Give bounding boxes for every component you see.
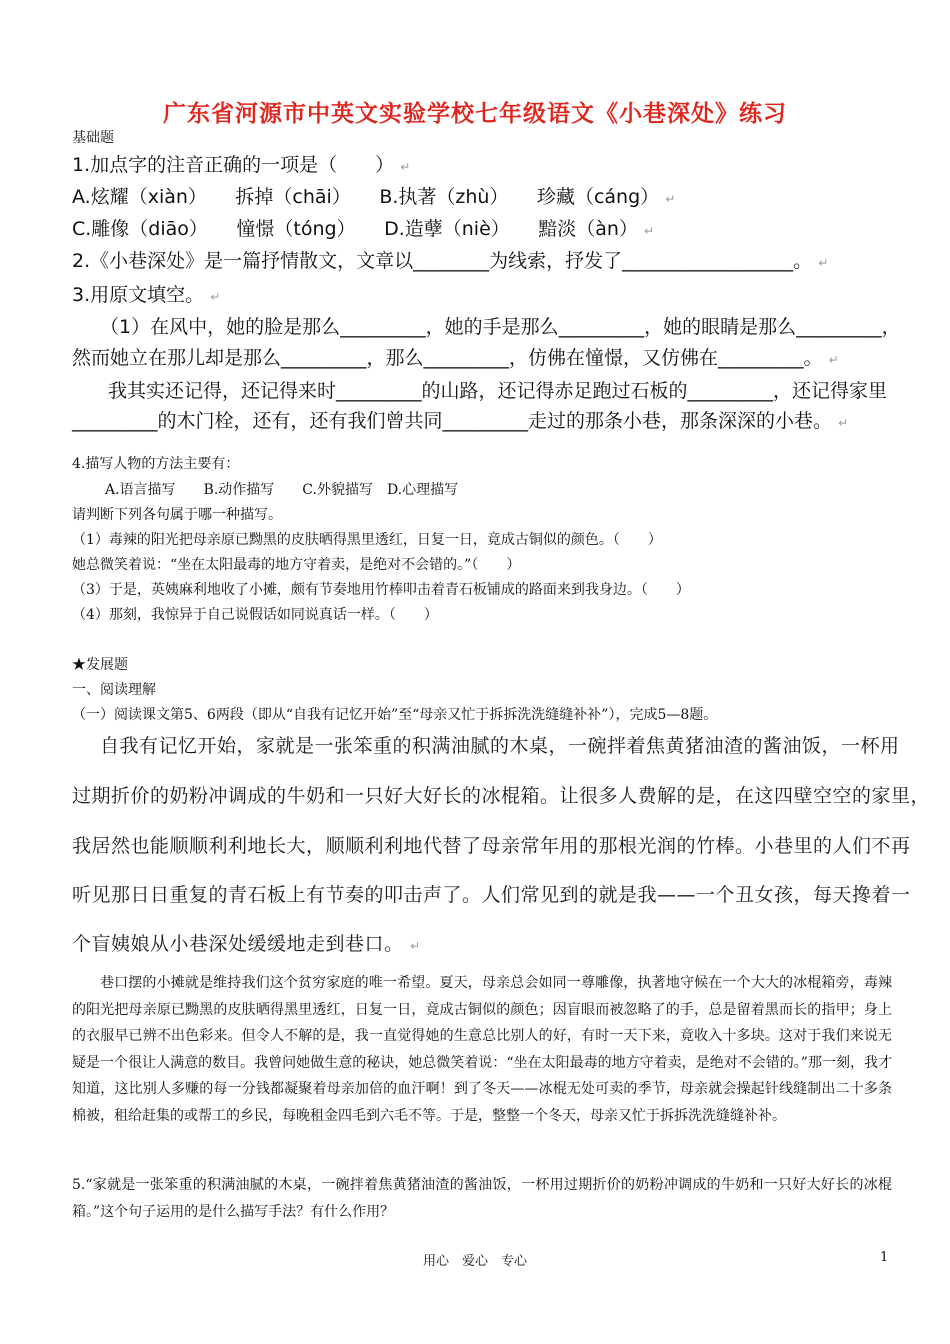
page-number: 1 (880, 1250, 889, 1265)
question-4-options: A.语言描写 B.动作描写 C.外貌描写 D.心理描写 (105, 482, 459, 498)
question-5: 5.“家就是一张笨重的积满油腻的木桌，一碗拌着焦黄猪油渣的酱油饭，一杯用过期折价的奶粉冲调成的牛奶和一只好大好长的冰棍箱。”这个句子运用的是什么描写手法？有什么作用？ (72, 1177, 892, 1220)
excerpt-line-3: 我居然也能顺顺利利地长大，顺顺利利地代替了母亲常年用的那根光润的竹棒。小巷里的人们不再 (72, 835, 911, 857)
excerpt-line-2: 过期折价的奶粉冲调成的牛奶和一只好大好长的冰棍箱。让很多人费解的是，在这四壁空空的家里， (72, 785, 931, 807)
reading-paragraph: 巷口摆的小摊就是维持我们这个贫穷家庭的唯一希望。夏天，母亲总会如同一尊雕像，执著地守候在一个大大的冰棍箱旁，毒辣的阳光把母亲原已黝黑的皮肤晒得黑里透红，日复一日，竟成古铜似的颜色；因盲眼而被忽略了的手，总是留着黑而长的指甲；身上的衣服早已辨不出色彩来。但令人不解的是，我一直觉得她的生意总比别人的好，有时一天下来，竟收入十多块。这对于我们来说无疑是一个很让人满意的数目。我曾问她做生意的秘诀，她总微笑着说：“坐在太阳最毒的地方守着卖，是绝对不会错的。”那一刻，我才知道，这比别人多赚的每一分钱都凝聚着母亲加倍的血汗啊！到了冬天——冰棍无处可卖的季节，母亲就会操起针线缝制出二十多条棉被，租给赶集的或帮工的乡民，每晚租金四毛到六毛不等。于是，整整一个冬天，母亲又忙于拆拆洗洗缝缝补补。 (72, 975, 892, 1124)
reading-instruction: （一）阅读课文第5、6两段（即从“自我有记忆开始”至“母亲又忙于拆拆洗洗缝缝补补”），完成5—8题。 (72, 707, 718, 723)
page-footer: 用心 爱心 专心 (422, 1254, 527, 1269)
question-2: 2.《小巷深处》是一篇抒情散文，文章以________为线索，抒发了__________________。 ↵ (72, 250, 829, 272)
question-1-options-ab: A.炫耀（xiàn） 拆掉（chāi） B.执著（zhù） 珍藏（cáng） ↵ (72, 186, 676, 208)
question-4-instruction: 请判断下列各句属于哪一种描写。 (72, 507, 282, 523)
excerpt-line-4: 听见那日日重复的青石板上有节奏的叩击声了。人们常见到的就是我——一个丑女孩，每天搀着一 (72, 884, 911, 906)
question-3-line-4: _________的木门栓，还有，还有我们曾共同_________走过的那条小巷，那条深深的小巷。 ↵ (72, 410, 849, 432)
return-mark-icon: ↵ (828, 353, 839, 367)
page-title: 广东省河源市中英文实验学校七年级语文《小巷深处》练习 (163, 101, 787, 127)
return-mark-icon: ↵ (838, 416, 849, 430)
question-4-sentence-2: 她总微笑着说：“坐在太阳最毒的地方守着卖，是绝对不会错的。”（ ） (72, 557, 521, 573)
question-4-sentence-4: （4）那刻，我惊异于自己说假话如同说真话一样。（ ） (72, 607, 438, 623)
return-mark-icon: ↵ (818, 256, 829, 270)
return-mark-icon: ↵ (400, 160, 411, 174)
section-heading-basic: 基础题 (72, 130, 114, 146)
question-3: 3.用原文填空。 ↵ (72, 284, 221, 306)
return-mark-icon: ↵ (644, 224, 655, 238)
excerpt-line-1: 自我有记忆开始，家就是一张笨重的积满油腻的木桌，一碗拌着焦黄猪油渣的酱油饭，一杯用 (100, 735, 900, 757)
question-3-line-3: 我其实还记得，还记得来时_________的山路，还记得赤足跑过石板的_________，还记得家里 (108, 380, 888, 402)
question-4-sentence-3: （3）于是，英姨麻利地收了小摊，颇有节奏地用竹棒叩击着青石板铺成的路面来到我身边。（ ） (72, 582, 690, 598)
question-1-options-cd: C.雕像（diāo） 憧憬（tóng） D.造孽（niè） 黯淡（àn） ↵ (72, 218, 655, 240)
reading-section-title: 一、阅读理解 (72, 682, 156, 698)
question-3-line-1: （1）在风中，她的脸是那么_________，她的手是那么_________，她的眼睛是那么_________， (100, 316, 901, 338)
question-1: 1.加点字的注音正确的一项是（ ） ↵ (72, 154, 411, 176)
question-4-sentence-1: （1）毒辣的阳光把母亲原已黝黑的皮肤晒得黑里透红，日复一日，竟成古铜似的颜色。（ ） (72, 532, 662, 548)
excerpt-line-5: 个盲姨娘从小巷深处缓缓地走到巷口。 ↵ (72, 933, 421, 955)
section-heading-develop: ★发展题 (72, 657, 128, 673)
return-mark-icon: ↵ (665, 192, 676, 206)
return-mark-icon: ↵ (210, 290, 221, 304)
question-3-line-2: 然而她立在那儿却是那么_________，那么_________，仿佛在憧憬，又仿佛在_________。 ↵ (72, 347, 839, 369)
return-mark-icon: ↵ (410, 939, 421, 953)
question-4-stem: 4.描写人物的方法主要有： (72, 456, 240, 472)
